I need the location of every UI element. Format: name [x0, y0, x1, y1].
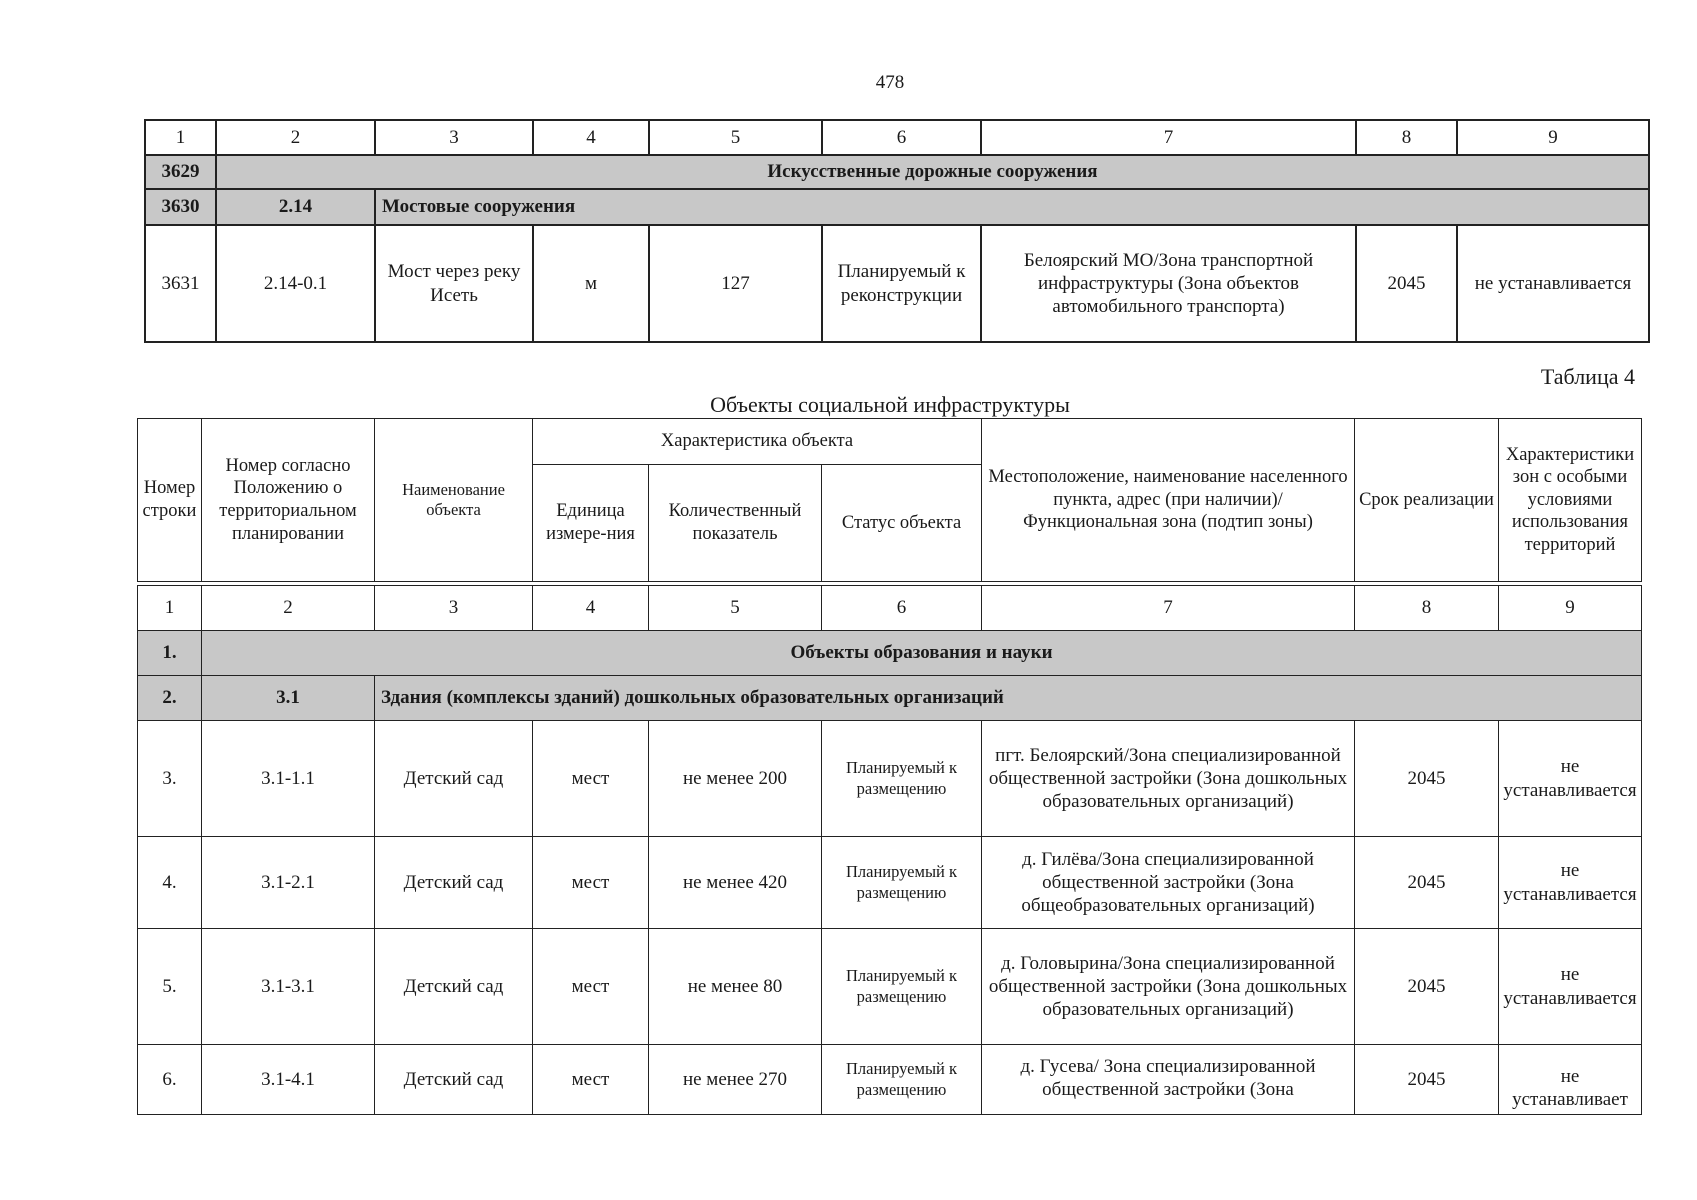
header-unit: Единица измере-ния [533, 465, 649, 582]
section-row-number: 3629 [145, 155, 216, 189]
position-code: 3.1-1.1 [202, 721, 375, 837]
col-num-2: 2 [216, 120, 375, 155]
col-num-8: 8 [1356, 120, 1457, 155]
header-status: Статус объекта [822, 465, 982, 582]
position-code: 3.1-4.1 [202, 1045, 375, 1115]
term: 2045 [1355, 929, 1499, 1045]
object-name: Детский сад [375, 721, 533, 837]
section-row [138, 631, 1642, 676]
subsection-code: 3.1 [202, 676, 375, 721]
row-number: 5. [138, 929, 202, 1045]
object-name: Детский сад [375, 837, 533, 929]
column-number-row [138, 586, 1642, 631]
table-row [138, 721, 1642, 837]
header-term: Срок реализации [1355, 419, 1499, 582]
header-location: Местоположение, наименование населенного пункта, адрес (при наличии)/ Функциональная зона (подтип зоны) [982, 419, 1355, 582]
col-num-5: 5 [649, 120, 822, 155]
col-num-9: 9 [1499, 586, 1642, 631]
row-number: 3. [138, 721, 202, 837]
position-code: 2.14-0.1 [216, 225, 375, 342]
subsection-title: Мостовые сооружения [375, 189, 1649, 225]
table-row [138, 929, 1642, 1045]
header-object-name: Наименование объекта [375, 419, 533, 582]
col-num-7: 7 [981, 120, 1356, 155]
object-name: Мост через реку Исеть [375, 225, 533, 342]
table-row [138, 1045, 1642, 1115]
unit: м [533, 225, 649, 342]
col-num-3: 3 [375, 586, 533, 631]
header-zones: Характеристики зон с особыми условиями использования территорий [1499, 419, 1642, 582]
subsection-row-number: 3630 [145, 189, 216, 225]
table-title: Объекты социальной инфраструктуры [710, 392, 1070, 417]
subsection-row-number: 2. [138, 676, 202, 721]
subsection-title: Здания (комплексы зданий) дошкольных образовательных организаций [375, 676, 1642, 721]
header-characteristics: Характеристика объекта [533, 419, 982, 465]
subsection-row [138, 676, 1642, 721]
term: 2045 [1355, 1045, 1499, 1115]
col-num-6: 6 [822, 586, 982, 631]
col-num-9: 9 [1457, 120, 1649, 155]
location: д. Гилёва/Зона специализированной общественной застройки (Зона общеобразовательных организаций) [982, 837, 1355, 929]
quantity: не менее 270 [649, 1045, 822, 1115]
status: Планируемый к размещению [822, 1045, 982, 1115]
status: Планируемый к размещению [822, 837, 982, 929]
col-num-7: 7 [982, 586, 1355, 631]
subsection-code: 2.14 [216, 189, 375, 225]
section-row [145, 155, 1649, 189]
term: 2045 [1355, 837, 1499, 929]
col-num-6: 6 [822, 120, 981, 155]
header-row-number: Номер строки [138, 419, 202, 582]
position-code: 3.1-3.1 [202, 929, 375, 1045]
unit: мест [533, 721, 649, 837]
location: д. Гусева/ Зона специализированной общественной застройки (Зона [982, 1045, 1355, 1115]
unit: мест [533, 929, 649, 1045]
col-num-3: 3 [375, 120, 533, 155]
object-name: Детский сад [375, 1045, 533, 1115]
object-name: Детский сад [375, 929, 533, 1045]
quantity: не менее 420 [649, 837, 822, 929]
location: пгт. Белоярский/Зона специализированной общественной застройки (Зона дошкольных образовательных организаций) [982, 721, 1355, 837]
subsection-row [145, 189, 1649, 225]
continuation-table [144, 119, 1650, 343]
status: Планируемый к размещению [822, 929, 982, 1045]
zones: не устанавливает [1499, 1045, 1642, 1115]
col-num-1: 1 [138, 586, 202, 631]
zones: не устанавливается [1499, 929, 1642, 1045]
page-number: 478 [875, 72, 905, 93]
unit: мест [533, 837, 649, 929]
term: 2045 [1356, 225, 1457, 342]
col-num-5: 5 [649, 586, 822, 631]
col-num-4: 4 [533, 120, 649, 155]
term: 2045 [1355, 721, 1499, 837]
header-quantity: Количественный показатель [649, 465, 822, 582]
section-row-number: 1. [138, 631, 202, 676]
row-number: 6. [138, 1045, 202, 1115]
location: д. Головырина/Зона специализированной общественной застройки (Зона дошкольных образовательных организаций) [982, 929, 1355, 1045]
location: Белоярский МО/Зона транспортной инфраструктуры (Зона объектов автомобильного транспорта) [981, 225, 1356, 342]
table-label: Таблица 4 [1540, 364, 1635, 389]
social-infrastructure-table-header [137, 418, 1642, 582]
quantity: не менее 80 [649, 929, 822, 1045]
column-number-row [145, 120, 1649, 155]
table-row [138, 837, 1642, 929]
header-position-number: Номер согласно Положению о территориальном планировании [202, 419, 375, 582]
zones: не устанавливается [1499, 721, 1642, 837]
quantity: 127 [649, 225, 822, 342]
col-num-1: 1 [145, 120, 216, 155]
col-num-8: 8 [1355, 586, 1499, 631]
row-number: 3631 [145, 225, 216, 342]
section-title: Искусственные дорожные сооружения [216, 155, 1649, 189]
status: Планируемый к реконструкции [822, 225, 981, 342]
status: Планируемый к размещению [822, 721, 982, 837]
row-number: 4. [138, 837, 202, 929]
zones: не устанавливается [1499, 837, 1642, 929]
social-infrastructure-table [137, 585, 1642, 1115]
unit: мест [533, 1045, 649, 1115]
zones: не устанавливается [1457, 225, 1649, 342]
col-num-2: 2 [202, 586, 375, 631]
quantity: не менее 200 [649, 721, 822, 837]
col-num-4: 4 [533, 586, 649, 631]
section-title: Объекты образования и науки [202, 631, 1642, 676]
table-row [145, 225, 1649, 342]
position-code: 3.1-2.1 [202, 837, 375, 929]
